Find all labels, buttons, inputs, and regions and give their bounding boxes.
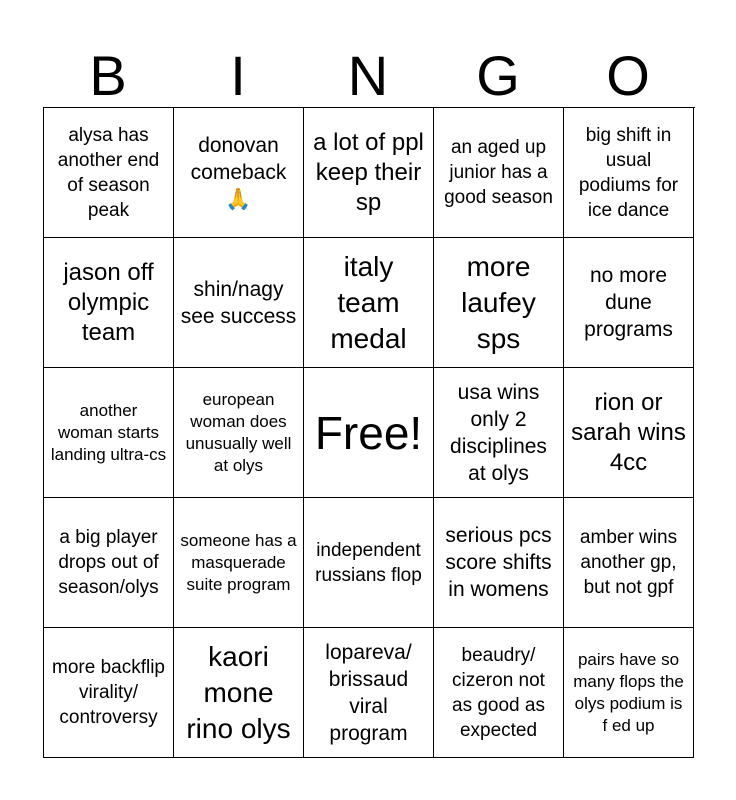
cell-text: pairs have so many flops the olys podium is f ed up (573, 649, 684, 735)
cell-text: european woman does unusually well at olys (185, 389, 292, 475)
cell-text: serious pcs score shifts in womens (445, 524, 552, 601)
bingo-cell-r1c1[interactable] (44, 108, 174, 238)
cell-text: independent russians flop (315, 539, 422, 586)
header-letter-n: N (347, 44, 389, 107)
bingo-cell-r3c4[interactable] (434, 368, 564, 498)
bingo-cell-r5c2[interactable] (174, 628, 304, 758)
bingo-cell-r1c3[interactable] (304, 108, 434, 238)
header-letter-g: G (476, 44, 520, 107)
bingo-cell-r2c1[interactable] (44, 238, 174, 368)
bingo-cell-r2c4[interactable] (434, 238, 564, 368)
bingo-cell-r1c5[interactable] (564, 108, 694, 238)
header-letter-i: I (230, 44, 246, 107)
cell-text: no more dune programs (584, 264, 673, 341)
bingo-cell-r4c4[interactable] (434, 498, 564, 628)
cell-text: a big player drops out of season/olys (58, 527, 159, 598)
bingo-grid (43, 107, 695, 758)
bingo-cell-r1c2[interactable] (174, 108, 304, 238)
bingo-cell-r4c1[interactable] (44, 498, 174, 628)
bingo-cell-r3c1[interactable] (44, 368, 174, 498)
bingo-cell-r5c1[interactable] (44, 628, 174, 758)
cell-text: big shift in usual podiums for ice dance (578, 124, 679, 221)
cell-text: more laufey sps (461, 250, 536, 354)
bingo-cell-r5c3[interactable] (304, 628, 434, 758)
cell-text: amber wins another gp, but not gpf (579, 527, 678, 598)
cell-text: lopareva/ brissaud viral program (325, 640, 412, 745)
bingo-cell-free[interactable] (304, 368, 434, 498)
bingo-cell-r2c5[interactable] (564, 238, 694, 368)
bingo-cell-r4c2[interactable] (174, 498, 304, 628)
header-letter-b: B (89, 44, 127, 107)
cell-text: jason off olympic team (63, 258, 154, 346)
header-letter-o: O (606, 44, 650, 107)
cell-text: someone has a masquerade suite program (180, 530, 297, 594)
bingo-cell-r3c5[interactable] (564, 368, 694, 498)
bingo-cell-r2c2[interactable] (174, 238, 304, 368)
bingo-cell-r2c3[interactable] (304, 238, 434, 368)
cell-text: beaudry/ cizeron not as good as expected (452, 644, 545, 741)
bingo-cell-r1c4[interactable] (434, 108, 564, 238)
cell-text: a lot of ppl keep their sp (313, 128, 424, 216)
cell-text: usa wins only 2 disciplines at olys (450, 380, 547, 485)
cell-text: italy team medal (330, 250, 407, 354)
cell-text: an aged up junior has a good season (444, 137, 553, 208)
cell-text: kaori mone rino olys (186, 640, 291, 744)
free-space-text: Free! (314, 406, 423, 459)
bingo-cell-r3c2[interactable] (174, 368, 304, 498)
cell-text: more backflip virality/ controversy (52, 657, 165, 728)
cell-text: rion or sarah wins 4cc (571, 388, 686, 476)
bingo-cell-r5c4[interactable] (434, 628, 564, 758)
bingo-header (43, 44, 693, 108)
cell-text: another woman starts landing ultra-cs (50, 400, 167, 464)
cell-text: alysa has another end of season peak (57, 124, 160, 221)
cell-text: donovan comeback 🙏 (190, 134, 287, 211)
cell-text: shin/nagy see success (180, 277, 297, 328)
bingo-cell-r4c3[interactable] (304, 498, 434, 628)
bingo-cell-r4c5[interactable] (564, 498, 694, 628)
bingo-cell-r5c5[interactable] (564, 628, 694, 758)
